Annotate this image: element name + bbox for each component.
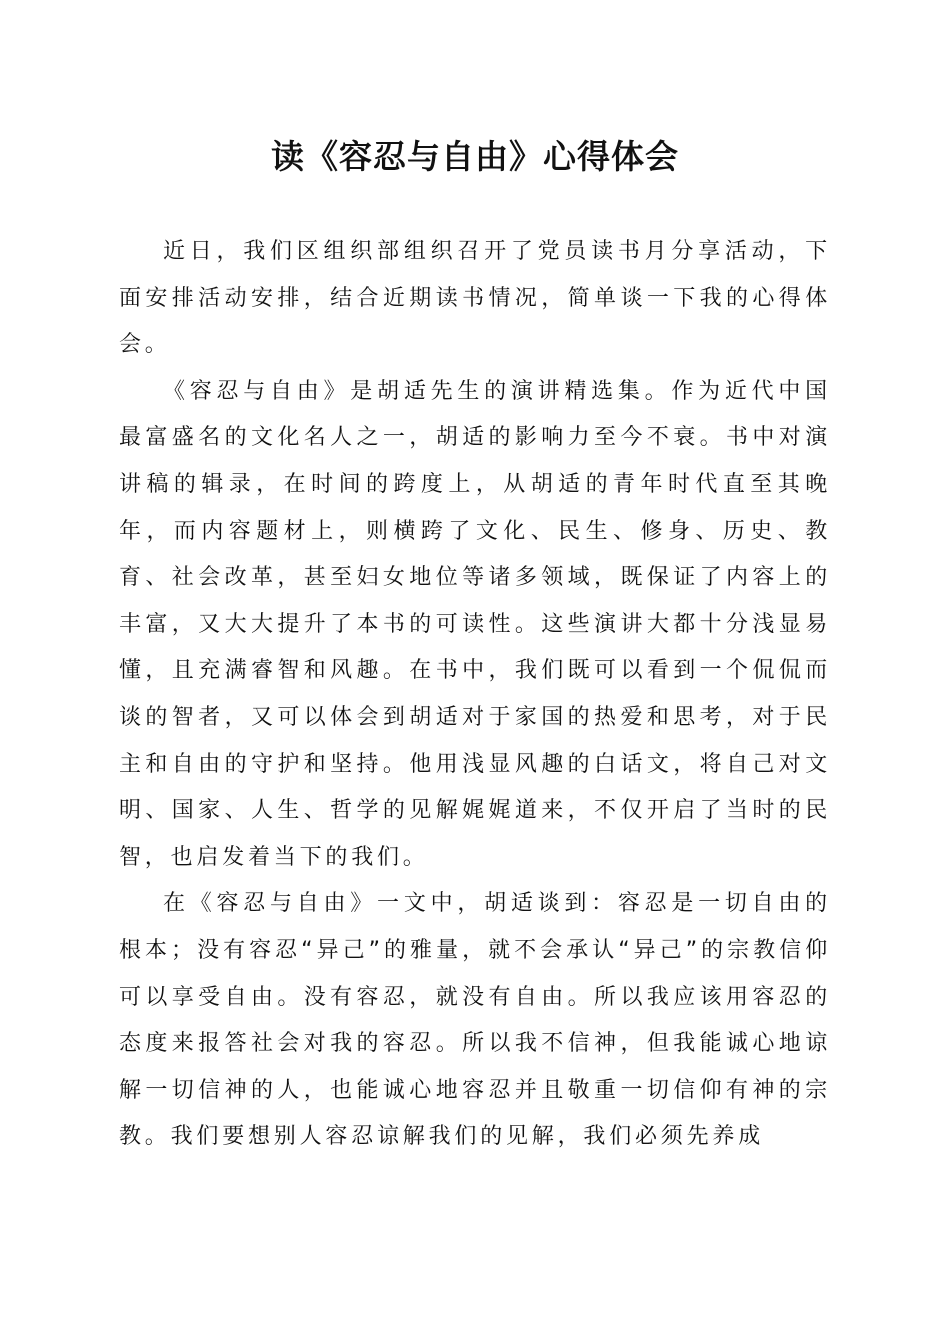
document-title: 读《容忍与自由》心得体会 [271, 137, 679, 176]
paragraph-intro: 近日，我们区组织部组织召开了党员读书月分享活动，下面安排活动安排，结合近期读书情况，简单谈一下我的心得体会。 [119, 239, 831, 358]
paragraph-tolerance-quote: 在《容忍与自由》一文中，胡适谈到：容忍是一切自由的根本；没有容忍“异己”的雅量，就不会承认“异己”的宗教信仰可以享受自由。没有容忍，就没有自由。所以我应该用容忍的态度来报答社会对我的容忍。所以我不信神，但我能诚心地谅解一切信神的人，也能诚心地容忍并且敬重一切信仰有神的宗教。我们要想别人容忍谅解我们的见解，我们必须先养成 [119, 891, 831, 1150]
document-body [119, 229, 831, 1161]
paragraph-book-overview: 《容忍与自由》是胡适先生的演讲精选集。作为近代中国最富盛名的文化名人之一，胡适的影响力至今不衰。书中对演讲稿的辑录，在时间的跨度上，从胡适的青年时代直至其晚年，而内容题材上，则横跨了文化、民生、修身、历史、教育、社会改革，甚至妇女地位等诸多领域，既保证了内容上的丰富，又大大提升了本书的可读性。这些演讲大都十分浅显易懂，且充满睿智和风趣。在书中，我们既可以看到一个侃侃而谈的智者，又可以体会到胡适对于家国的热爱和思考，对于民主和自由的守护和坚持。他用浅显风趣的白话文，将自己对文明、国家、人生、哲学的见解娓娓道来，不仅开启了当时的民智，也启发着当下的我们。 [119, 378, 831, 870]
